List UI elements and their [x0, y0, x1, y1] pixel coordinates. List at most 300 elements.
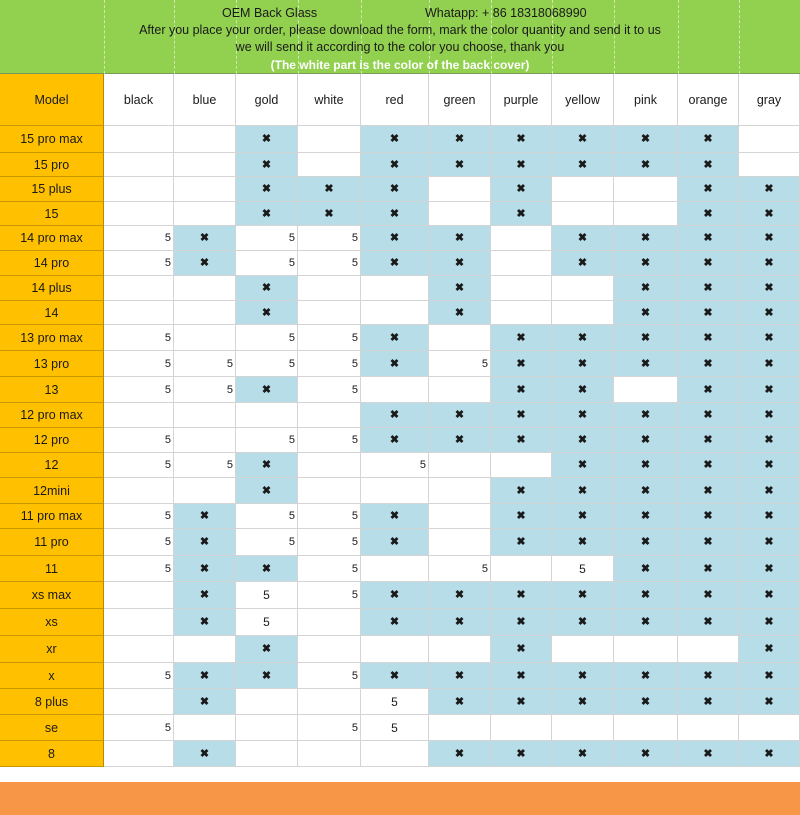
unavailable-mark: ✖ [703, 232, 713, 244]
quantity-cell[interactable] [174, 226, 236, 251]
quantity-cell[interactable] [491, 276, 552, 301]
quantity-cell[interactable] [298, 478, 361, 504]
quantity-cell[interactable] [298, 276, 361, 301]
quantity-cell[interactable] [678, 556, 739, 582]
quantity-cell[interactable] [174, 453, 236, 478]
quantity-cell[interactable] [614, 478, 678, 504]
quantity-cell[interactable] [236, 153, 298, 177]
quantity-cell[interactable] [552, 403, 614, 428]
quantity-cell[interactable] [491, 453, 552, 478]
quantity-cell[interactable] [236, 226, 298, 251]
quantity-cell[interactable] [298, 636, 361, 663]
unavailable-mark: ✖ [577, 695, 588, 708]
quantity-cell[interactable] [678, 377, 739, 403]
quantity-cell[interactable] [429, 377, 491, 403]
quantity-cell[interactable] [552, 251, 614, 276]
quantity-cell[interactable] [104, 177, 174, 202]
quantity-cell[interactable] [739, 529, 800, 556]
quantity-cell[interactable] [552, 428, 614, 453]
quantity-cell[interactable] [614, 377, 678, 403]
quantity-cell[interactable] [491, 689, 552, 715]
quantity-cell[interactable] [104, 377, 174, 403]
quantity-cell[interactable] [104, 428, 174, 453]
quantity-cell[interactable] [236, 325, 298, 351]
quantity-cell[interactable] [739, 351, 800, 377]
quantity-cell[interactable] [361, 556, 429, 582]
quantity-cell[interactable] [552, 377, 614, 403]
quantity-cell[interactable] [739, 582, 800, 609]
quantity-cell[interactable] [429, 453, 491, 478]
quantity-cell[interactable] [104, 529, 174, 556]
quantity-cell[interactable] [491, 301, 552, 325]
quantity-cell[interactable] [739, 636, 800, 663]
quantity-cell[interactable] [361, 453, 429, 478]
quantity-cell[interactable] [552, 609, 614, 636]
quantity-cell[interactable] [174, 689, 236, 715]
quantity-cell[interactable] [552, 556, 614, 582]
quantity-cell[interactable] [104, 453, 174, 478]
model-column-header: Model [0, 74, 104, 126]
quantity-cell[interactable] [491, 126, 552, 153]
quantity-cell[interactable] [298, 177, 361, 202]
unavailable-mark: ✖ [703, 207, 713, 220]
quantity-cell[interactable] [236, 636, 298, 663]
quantity-cell[interactable] [678, 609, 739, 636]
quantity-cell[interactable] [104, 153, 174, 177]
quantity-cell[interactable] [429, 301, 491, 325]
unavailable-mark: ✖ [261, 158, 272, 171]
quantity-cell[interactable] [298, 351, 361, 377]
quantity-cell[interactable] [236, 478, 298, 504]
quantity-cell[interactable] [678, 202, 739, 226]
quantity-cell[interactable] [298, 741, 361, 767]
quantity-cell[interactable] [552, 715, 614, 741]
quantity-cell[interactable] [361, 177, 429, 202]
quantity-cell[interactable] [174, 351, 236, 377]
quantity-cell[interactable] [174, 715, 236, 741]
quantity-cell[interactable] [739, 202, 800, 226]
quantity-cell[interactable] [429, 529, 491, 556]
quantity-cell[interactable] [739, 428, 800, 453]
quantity-cell[interactable] [491, 251, 552, 276]
quantity-cell[interactable] [678, 177, 739, 202]
quantity-cell[interactable] [739, 177, 800, 202]
quantity-cell[interactable] [678, 351, 739, 377]
quantity-cell[interactable] [491, 403, 552, 428]
quantity-cell[interactable] [361, 715, 429, 741]
quantity-cell[interactable] [429, 177, 491, 202]
quantity-cell[interactable] [491, 609, 552, 636]
quantity-cell[interactable] [361, 529, 429, 556]
quantity-cell[interactable] [174, 177, 236, 202]
quantity-cell[interactable] [174, 663, 236, 689]
quantity-cell[interactable] [678, 582, 739, 609]
quantity-cell[interactable] [104, 403, 174, 428]
quantity-cell[interactable] [552, 301, 614, 325]
quantity-cell[interactable] [614, 582, 678, 609]
quantity-cell[interactable] [236, 689, 298, 715]
quantity-cell[interactable] [174, 504, 236, 529]
quantity-cell[interactable] [174, 529, 236, 556]
quantity-cell[interactable] [236, 177, 298, 202]
quantity-cell[interactable] [491, 377, 552, 403]
quantity-cell[interactable] [298, 403, 361, 428]
quantity-cell[interactable] [361, 325, 429, 351]
quantity-cell[interactable] [361, 478, 429, 504]
quantity-cell[interactable] [429, 126, 491, 153]
quantity-cell[interactable] [429, 251, 491, 276]
quantity-cell[interactable] [739, 478, 800, 504]
quantity-cell[interactable] [104, 251, 174, 276]
quantity-cell[interactable] [174, 636, 236, 663]
quantity-cell[interactable] [678, 529, 739, 556]
quantity-cell[interactable] [491, 177, 552, 202]
quantity-cell[interactable] [361, 126, 429, 153]
quantity-cell[interactable] [429, 325, 491, 351]
quantity-cell[interactable] [361, 226, 429, 251]
quantity-cell[interactable] [678, 226, 739, 251]
quantity-cell[interactable] [614, 428, 678, 453]
quantity-cell[interactable] [491, 663, 552, 689]
quantity-cell[interactable] [739, 609, 800, 636]
quantity-cell[interactable] [429, 636, 491, 663]
unavailable-mark: ✖ [764, 459, 774, 471]
quantity-cell[interactable] [298, 453, 361, 478]
quantity-cell[interactable] [552, 276, 614, 301]
quantity-cell[interactable] [491, 478, 552, 504]
unavailable-mark: ✖ [764, 747, 774, 760]
quantity-cell[interactable] [236, 301, 298, 325]
quantity-cell[interactable] [104, 715, 174, 741]
model-cell: xs max [0, 582, 104, 609]
quantity-cell[interactable] [491, 636, 552, 663]
quantity-cell[interactable] [678, 453, 739, 478]
quantity-cell[interactable] [104, 504, 174, 529]
quantity-cell[interactable] [739, 663, 800, 689]
quantity-cell[interactable] [491, 202, 552, 226]
quantity-cell[interactable] [104, 556, 174, 582]
quantity-cell[interactable] [174, 126, 236, 153]
unavailable-mark: ✖ [324, 183, 334, 195]
unavailable-mark: ✖ [199, 232, 210, 244]
quantity-cell[interactable] [104, 663, 174, 689]
quantity-cell[interactable] [174, 153, 236, 177]
quantity-cell[interactable] [298, 609, 361, 636]
quantity-cell[interactable] [739, 741, 800, 767]
quantity-cell[interactable] [298, 529, 361, 556]
quantity-cell[interactable] [361, 276, 429, 301]
quantity-cell[interactable] [104, 325, 174, 351]
quantity-cell[interactable] [678, 689, 739, 715]
quantity-cell[interactable] [174, 478, 236, 504]
quantity-cell[interactable] [298, 504, 361, 529]
quantity-cell[interactable] [491, 325, 552, 351]
quantity-cell[interactable] [174, 276, 236, 301]
unavailable-mark: ✖ [703, 562, 713, 575]
quantity-cell[interactable] [739, 453, 800, 478]
quantity-cell[interactable] [174, 741, 236, 767]
quantity-cell[interactable] [104, 741, 174, 767]
unavailable-mark: ✖ [516, 434, 526, 446]
quantity-cell[interactable] [298, 556, 361, 582]
quantity-value: 5 [351, 536, 358, 548]
quantity-cell[interactable] [678, 276, 739, 301]
quantity-cell[interactable] [174, 325, 236, 351]
quantity-cell[interactable] [174, 301, 236, 325]
quantity-cell[interactable] [429, 478, 491, 504]
quantity-cell[interactable] [739, 403, 800, 428]
footer-bar [0, 782, 800, 815]
quantity-cell[interactable] [361, 663, 429, 689]
unavailable-mark: ✖ [516, 383, 526, 396]
quantity-cell[interactable] [361, 504, 429, 529]
quantity-cell[interactable] [552, 325, 614, 351]
quantity-cell[interactable] [614, 453, 678, 478]
quantity-cell[interactable] [361, 403, 429, 428]
quantity-cell[interactable] [236, 609, 298, 636]
unavailable-mark: ✖ [640, 434, 651, 446]
color-header-green: green [429, 74, 491, 126]
quantity-cell[interactable] [104, 478, 174, 504]
quantity-cell[interactable] [104, 276, 174, 301]
quantity-cell[interactable] [491, 741, 552, 767]
quantity-cell[interactable] [552, 453, 614, 478]
quantity-cell[interactable] [491, 715, 552, 741]
quantity-cell[interactable] [429, 403, 491, 428]
quantity-cell[interactable] [298, 202, 361, 226]
quantity-cell[interactable] [552, 226, 614, 251]
quantity-cell[interactable] [678, 403, 739, 428]
quantity-cell[interactable] [739, 276, 800, 301]
quantity-cell[interactable] [104, 226, 174, 251]
quantity-cell[interactable] [236, 403, 298, 428]
quantity-cell[interactable] [678, 715, 739, 741]
quantity-cell[interactable] [236, 276, 298, 301]
unavailable-mark: ✖ [703, 282, 713, 294]
quantity-cell[interactable] [298, 377, 361, 403]
quantity-cell[interactable] [552, 351, 614, 377]
quantity-cell[interactable] [552, 663, 614, 689]
quantity-cell[interactable] [104, 636, 174, 663]
quantity-cell[interactable] [429, 428, 491, 453]
quantity-cell[interactable] [429, 202, 491, 226]
quantity-cell[interactable] [236, 741, 298, 767]
quantity-cell[interactable] [614, 226, 678, 251]
quantity-cell[interactable] [552, 202, 614, 226]
quantity-cell[interactable] [298, 251, 361, 276]
quantity-cell[interactable] [739, 689, 800, 715]
quantity-cell[interactable] [614, 609, 678, 636]
quantity-cell[interactable] [429, 504, 491, 529]
quantity-cell[interactable] [298, 301, 361, 325]
quantity-cell[interactable] [174, 428, 236, 453]
quantity-cell[interactable] [739, 556, 800, 582]
quantity-cell[interactable] [552, 741, 614, 767]
quantity-cell[interactable] [174, 609, 236, 636]
quantity-cell[interactable] [361, 689, 429, 715]
quantity-cell[interactable] [236, 202, 298, 226]
quantity-cell[interactable] [614, 663, 678, 689]
quantity-cell[interactable] [429, 582, 491, 609]
quantity-cell[interactable] [739, 226, 800, 251]
quantity-cell[interactable] [429, 153, 491, 177]
quantity-cell[interactable] [491, 556, 552, 582]
unavailable-mark: ✖ [640, 232, 651, 244]
quantity-cell[interactable] [678, 663, 739, 689]
quantity-cell[interactable] [298, 226, 361, 251]
quantity-cell[interactable] [614, 403, 678, 428]
quantity-cell[interactable] [614, 301, 678, 325]
quantity-cell[interactable] [614, 202, 678, 226]
unavailable-mark: ✖ [764, 536, 774, 548]
quantity-cell[interactable] [491, 428, 552, 453]
quantity-cell[interactable] [298, 428, 361, 453]
quantity-cell[interactable] [614, 689, 678, 715]
quantity-cell[interactable] [739, 325, 800, 351]
quantity-cell[interactable] [552, 636, 614, 663]
quantity-cell[interactable] [298, 582, 361, 609]
quantity-cell[interactable] [236, 715, 298, 741]
quantity-cell[interactable] [361, 351, 429, 377]
quantity-cell[interactable] [236, 453, 298, 478]
quantity-cell[interactable] [298, 126, 361, 153]
quantity-cell[interactable] [491, 351, 552, 377]
quantity-cell[interactable] [361, 741, 429, 767]
quantity-cell[interactable] [491, 226, 552, 251]
quantity-cell[interactable] [678, 325, 739, 351]
quantity-cell[interactable] [104, 582, 174, 609]
quantity-cell[interactable] [361, 428, 429, 453]
quantity-cell[interactable] [104, 202, 174, 226]
quantity-cell[interactable] [236, 251, 298, 276]
quantity-cell[interactable] [236, 556, 298, 582]
quantity-cell[interactable] [104, 609, 174, 636]
quantity-cell[interactable] [552, 177, 614, 202]
quantity-cell[interactable] [614, 126, 678, 153]
quantity-cell[interactable] [429, 556, 491, 582]
quantity-cell[interactable] [236, 663, 298, 689]
quantity-cell[interactable] [429, 226, 491, 251]
quantity-cell[interactable] [739, 251, 800, 276]
quantity-cell[interactable] [739, 504, 800, 529]
quantity-cell[interactable] [491, 582, 552, 609]
quantity-cell[interactable] [614, 351, 678, 377]
quantity-cell[interactable] [174, 377, 236, 403]
quantity-cell[interactable] [739, 377, 800, 403]
quantity-cell[interactable] [739, 126, 800, 153]
quantity-cell[interactable] [614, 556, 678, 582]
quantity-cell[interactable] [429, 609, 491, 636]
quantity-cell[interactable] [678, 636, 739, 663]
quantity-cell[interactable] [614, 325, 678, 351]
quantity-cell[interactable] [104, 689, 174, 715]
quantity-cell[interactable] [236, 351, 298, 377]
quantity-cell[interactable] [298, 663, 361, 689]
quantity-cell[interactable] [739, 153, 800, 177]
quantity-cell[interactable] [298, 689, 361, 715]
quantity-cell[interactable] [739, 301, 800, 325]
quantity-cell[interactable] [614, 153, 678, 177]
quantity-cell[interactable] [614, 636, 678, 663]
quantity-cell[interactable] [429, 351, 491, 377]
quantity-cell[interactable] [678, 428, 739, 453]
quantity-cell[interactable] [236, 504, 298, 529]
quantity-cell[interactable] [614, 715, 678, 741]
quantity-cell[interactable] [236, 126, 298, 153]
quantity-cell[interactable] [361, 153, 429, 177]
quantity-cell[interactable] [614, 741, 678, 767]
quantity-cell[interactable] [491, 504, 552, 529]
quantity-cell[interactable] [614, 504, 678, 529]
quantity-cell[interactable] [552, 689, 614, 715]
quantity-cell[interactable] [361, 202, 429, 226]
unavailable-mark: ✖ [577, 616, 588, 628]
quantity-cell[interactable] [236, 377, 298, 403]
quantity-cell[interactable] [298, 325, 361, 351]
quantity-cell[interactable] [361, 301, 429, 325]
quantity-cell[interactable] [739, 715, 800, 741]
quantity-cell[interactable] [552, 582, 614, 609]
quantity-cell[interactable] [678, 153, 739, 177]
quantity-cell[interactable] [429, 715, 491, 741]
color-header-yellow: yellow [552, 74, 614, 126]
quantity-cell[interactable] [491, 153, 552, 177]
quantity-cell[interactable] [174, 202, 236, 226]
quantity-cell[interactable] [678, 126, 739, 153]
quantity-cell[interactable] [174, 556, 236, 582]
quantity-cell[interactable] [614, 276, 678, 301]
unavailable-mark: ✖ [703, 669, 713, 682]
quantity-cell[interactable] [678, 301, 739, 325]
quantity-cell[interactable] [552, 478, 614, 504]
quantity-cell[interactable] [552, 504, 614, 529]
quantity-cell[interactable] [298, 715, 361, 741]
quantity-cell[interactable] [174, 582, 236, 609]
quantity-cell[interactable] [552, 529, 614, 556]
quantity-cell[interactable] [361, 377, 429, 403]
quantity-cell[interactable] [678, 504, 739, 529]
unavailable-mark: ✖ [640, 589, 651, 601]
quantity-value: 5 [288, 331, 295, 344]
quantity-cell[interactable] [429, 276, 491, 301]
quantity-cell[interactable] [298, 153, 361, 177]
quantity-cell[interactable] [361, 609, 429, 636]
quantity-cell[interactable] [429, 741, 491, 767]
quantity-cell[interactable] [552, 153, 614, 177]
quantity-cell[interactable] [104, 351, 174, 377]
quantity-cell[interactable] [236, 582, 298, 609]
quantity-cell[interactable] [678, 741, 739, 767]
quantity-cell[interactable] [361, 251, 429, 276]
quantity-cell[interactable] [429, 689, 491, 715]
quantity-cell[interactable] [236, 428, 298, 453]
quantity-cell[interactable] [552, 126, 614, 153]
quantity-cell[interactable] [614, 251, 678, 276]
quantity-cell[interactable] [429, 663, 491, 689]
quantity-cell[interactable] [236, 529, 298, 556]
quantity-cell[interactable] [104, 126, 174, 153]
quantity-cell[interactable] [361, 582, 429, 609]
quantity-cell[interactable] [174, 403, 236, 428]
quantity-cell[interactable] [361, 636, 429, 663]
quantity-cell[interactable] [614, 529, 678, 556]
quantity-cell[interactable] [614, 177, 678, 202]
quantity-cell[interactable] [104, 301, 174, 325]
quantity-cell[interactable] [678, 478, 739, 504]
quantity-cell[interactable] [678, 251, 739, 276]
quantity-cell[interactable] [174, 251, 236, 276]
quantity-cell[interactable] [491, 529, 552, 556]
